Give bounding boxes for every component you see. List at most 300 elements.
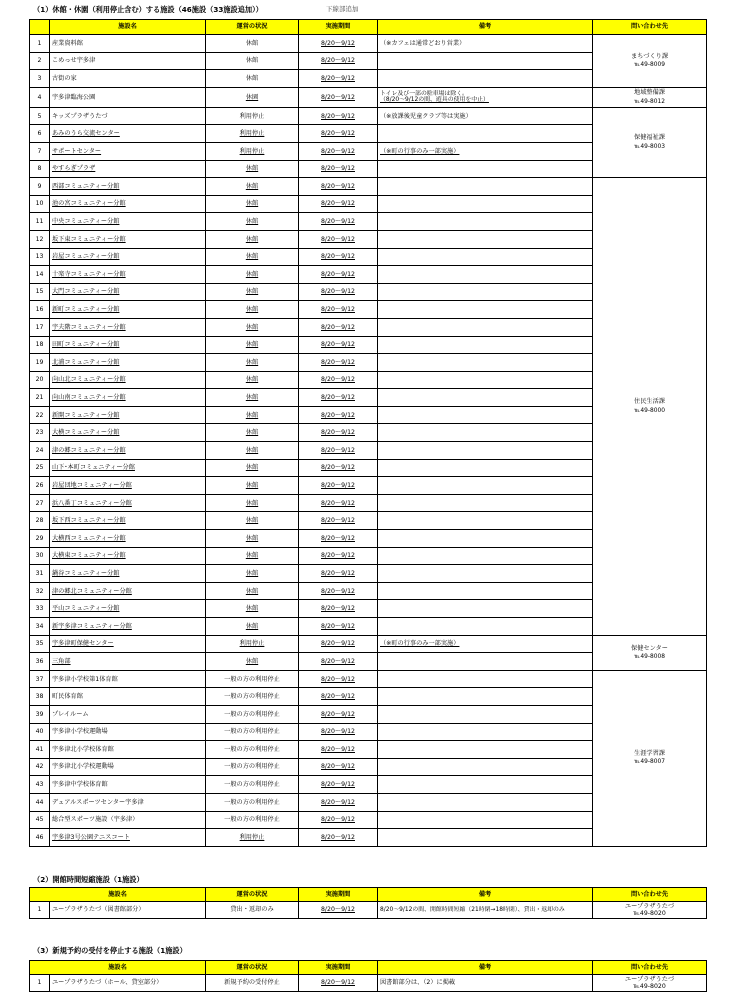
period-cell: 8/20～9/12 (299, 512, 378, 530)
facility-name: 産業資料館 (50, 35, 206, 53)
status-cell: 一般の方の利用停止 (206, 758, 299, 776)
status-cell: 一般の方の利用停止 (206, 793, 299, 811)
facility-name: 三角部 (50, 653, 206, 671)
header-status: 運営の状況 (206, 961, 299, 975)
period-cell: 8/20～9/12 (299, 670, 378, 688)
row-number: 41 (30, 741, 50, 759)
status-cell: 新規予約の受付停止 (206, 975, 299, 992)
remarks-cell (378, 160, 593, 178)
status-cell: 休館 (206, 195, 299, 213)
contact-name: まちづくり課 (630, 52, 669, 60)
row-number: 24 (30, 442, 50, 460)
period-cell: 8/20～9/12 (299, 125, 378, 143)
status-cell: 一般の方の利用停止 (206, 670, 299, 688)
remarks-cell (378, 530, 593, 548)
status-cell: 休館 (206, 618, 299, 636)
period-cell: 8/20～9/12 (299, 494, 378, 512)
header-status: 運営の状況 (206, 888, 299, 902)
shortened-hours-table (29, 887, 707, 919)
period-cell: 8/20～9/12 (299, 975, 378, 992)
status-cell: 休館 (206, 512, 299, 530)
period-cell: 8/20～9/12 (299, 406, 378, 424)
period-cell: 8/20～9/12 (299, 459, 378, 477)
row-number: 2 (30, 52, 50, 70)
header-remarks: 備考 (378, 20, 593, 35)
remarks-cell (378, 565, 593, 583)
contact-name: 保健センター (631, 644, 668, 652)
table-row (30, 87, 707, 107)
row-number: 37 (30, 670, 50, 688)
remarks-cell (378, 354, 593, 372)
facility-name: 池の宮コミュニティー分館 (50, 195, 206, 213)
remarks-cell: （※カフェは通常どおり営業） (378, 35, 593, 53)
status-cell: 休館 (206, 160, 299, 178)
period-cell: 8/20～9/12 (299, 600, 378, 618)
remarks-cell: （※町の行事のみ一部実施） (378, 635, 593, 653)
facility-name: ユープラザうたづ（図書館部分） (50, 902, 206, 919)
facility-name: キッズプラザうたづ (50, 107, 206, 125)
header-contact: 問い合わせ先 (593, 20, 707, 35)
row-number: 1 (30, 975, 50, 992)
contact-tel: ℡49-8007 (634, 759, 665, 766)
period-cell: 8/20～9/12 (299, 811, 378, 829)
period-cell: 8/20～9/12 (299, 87, 378, 107)
remarks-cell (378, 389, 593, 407)
row-number: 18 (30, 336, 50, 354)
period-cell: 8/20～9/12 (299, 618, 378, 636)
facility-name: 向山北コミュニティー分館 (50, 371, 206, 389)
contact-tel: ℡49-8008 (634, 653, 665, 660)
contact-tel: ℡49-8020 (633, 983, 666, 990)
header-contact: 問い合わせ先 (593, 961, 707, 975)
contact-name: 保健福祉課 (634, 134, 665, 142)
status-cell: 休館 (206, 301, 299, 319)
facility-name: 新宇多津コミュニティー分館 (50, 618, 206, 636)
status-cell: 利用停止 (206, 142, 299, 160)
period-cell: 8/20～9/12 (299, 741, 378, 759)
header-facility-name: 施設名 (30, 961, 206, 975)
status-cell: 休館 (206, 336, 299, 354)
facility-name: 中央コミュニティー分館 (50, 213, 206, 231)
period-cell: 8/20～9/12 (299, 442, 378, 460)
period-cell: 8/20～9/12 (299, 776, 378, 794)
remarks-cell: 8/20～9/12の間、開館時間短縮（21時閉→18時閉）、貸出・返却のみ (378, 902, 593, 919)
facility-name: 北浦コミュニティー分館 (50, 354, 206, 372)
period-cell: 8/20～9/12 (299, 705, 378, 723)
status-cell: 休館 (206, 530, 299, 548)
status-cell: 休館 (206, 406, 299, 424)
status-cell: 休園 (206, 87, 299, 107)
contact-tel: ℡49-8012 (634, 98, 665, 105)
row-number: 22 (30, 406, 50, 424)
remarks-cell (378, 618, 593, 636)
remarks-cell (378, 758, 593, 776)
status-cell: 一般の方の利用停止 (206, 741, 299, 759)
row-number: 36 (30, 653, 50, 671)
facility-closure-table (29, 19, 707, 847)
remarks-cell (378, 424, 593, 442)
status-cell: 一般の方の利用停止 (206, 705, 299, 723)
period-cell: 8/20～9/12 (299, 424, 378, 442)
remarks-cell (378, 829, 593, 847)
status-cell: 休館 (206, 389, 299, 407)
table-row (30, 35, 707, 53)
remarks-cell (378, 477, 593, 495)
status-cell: 休館 (206, 213, 299, 231)
remarks-cell (378, 776, 593, 794)
facility-name: 宇多津中学校体育館 (50, 776, 206, 794)
facility-name: 津の郷コミュニティー分館 (50, 442, 206, 460)
row-number: 38 (30, 688, 50, 706)
period-cell: 8/20～9/12 (299, 213, 378, 231)
facility-name: 岩屋団地コミュニティー分館 (50, 477, 206, 495)
row-number: 23 (30, 424, 50, 442)
row-number: 12 (30, 230, 50, 248)
remarks-cell (378, 125, 593, 143)
status-cell: 一般の方の利用停止 (206, 776, 299, 794)
facility-name: 宇多津北小学校体育館 (50, 741, 206, 759)
period-cell: 8/20～9/12 (299, 565, 378, 583)
contact-tel: ℡49-8020 (633, 910, 666, 917)
row-number: 17 (30, 318, 50, 336)
period-cell: 8/20～9/12 (299, 142, 378, 160)
period-cell: 8/20～9/12 (299, 178, 378, 196)
row-number: 30 (30, 547, 50, 565)
row-number: 34 (30, 618, 50, 636)
row-number: 9 (30, 178, 50, 196)
facility-name: 十楽寺コミュニティー分館 (50, 266, 206, 284)
remarks-cell (378, 793, 593, 811)
period-cell: 8/20～9/12 (299, 70, 378, 88)
remarks-cell (378, 87, 593, 107)
row-number: 27 (30, 494, 50, 512)
facility-name: 坂下東コミュニティー分館 (50, 230, 206, 248)
status-cell: 休館 (206, 424, 299, 442)
remarks-cell (378, 723, 593, 741)
status-cell: 利用停止 (206, 107, 299, 125)
period-cell: 8/20～9/12 (299, 318, 378, 336)
contact-tel: ℡49-8003 (634, 143, 665, 150)
contact-tel: ℡49-8000 (634, 407, 665, 414)
facility-name: あみのうら交流センター (50, 125, 206, 143)
row-number: 26 (30, 477, 50, 495)
row-number: 39 (30, 705, 50, 723)
period-cell: 8/20～9/12 (299, 35, 378, 53)
header-period: 実施期間 (299, 961, 378, 975)
facility-name: やすらぎプラザ (50, 160, 206, 178)
period-cell: 8/20～9/12 (299, 477, 378, 495)
status-cell: 利用停止 (206, 125, 299, 143)
status-cell: 休館 (206, 600, 299, 618)
remarks-cell (378, 213, 593, 231)
row-number: 42 (30, 758, 50, 776)
period-cell: 8/20～9/12 (299, 107, 378, 125)
status-cell: 休館 (206, 354, 299, 372)
period-cell: 8/20～9/12 (299, 283, 378, 301)
remarks-cell (378, 318, 593, 336)
table-row (30, 902, 707, 919)
status-cell: 利用停止 (206, 635, 299, 653)
remarks-cell (378, 195, 593, 213)
header-remarks: 備考 (378, 961, 593, 975)
row-number: 1 (30, 35, 50, 53)
remarks-line: （8/20～9/12の間、遊具の使用を中止） (380, 97, 489, 104)
period-cell: 8/20～9/12 (299, 301, 378, 319)
section1-title: （1）休館・休園（利用停止含む）する施設（46施設（33施設追加）） (33, 5, 263, 14)
status-cell: 貸出・返却のみ (206, 902, 299, 919)
status-cell: 休館 (206, 266, 299, 284)
row-number: 43 (30, 776, 50, 794)
remarks-cell (378, 248, 593, 266)
header-facility-name: 施設名 (30, 888, 206, 902)
table-header-row (30, 961, 707, 975)
facility-name: 宇多津3号公園テニスコート (50, 829, 206, 847)
period-cell: 8/20～9/12 (299, 547, 378, 565)
remarks-cell (378, 301, 593, 319)
remarks-cell (378, 336, 593, 354)
status-cell: 一般の方の利用停止 (206, 688, 299, 706)
row-number: 1 (30, 902, 50, 919)
status-cell: 一般の方の利用停止 (206, 723, 299, 741)
section2-title: （2）開館時間短縮施設（1施設） (33, 875, 144, 884)
remarks-cell (378, 178, 593, 196)
contact-cell (593, 87, 707, 107)
row-number: 10 (30, 195, 50, 213)
facility-name: 宇多津小学校運動場 (50, 723, 206, 741)
row-number: 29 (30, 530, 50, 548)
facility-name: 大横コミュニティー分館 (50, 424, 206, 442)
row-number: 5 (30, 107, 50, 125)
facility-name: こめっせ宇多津 (50, 52, 206, 70)
status-cell: 休館 (206, 35, 299, 53)
status-cell: 休館 (206, 494, 299, 512)
header-contact: 問い合わせ先 (593, 888, 707, 902)
row-number: 45 (30, 811, 50, 829)
facility-name: 古街の家 (50, 70, 206, 88)
remarks-cell: （※放課後児童クラブ等は実施） (378, 107, 593, 125)
contact-name: 地域整備課 (634, 89, 665, 97)
contact-cell (593, 902, 707, 919)
row-number: 46 (30, 829, 50, 847)
facility-name: 山下･本町コミュニティー分館 (50, 459, 206, 477)
period-cell: 8/20～9/12 (299, 829, 378, 847)
row-number: 44 (30, 793, 50, 811)
row-number: 11 (30, 213, 50, 231)
period-cell: 8/20～9/12 (299, 653, 378, 671)
contact-cell (593, 635, 707, 670)
status-cell: 休館 (206, 70, 299, 88)
row-number: 31 (30, 565, 50, 583)
facility-name: 新町コミュニティー分館 (50, 301, 206, 319)
remarks-cell (378, 811, 593, 829)
period-cell: 8/20～9/12 (299, 902, 378, 919)
status-cell: 休館 (206, 442, 299, 460)
header-facility-name: 施設名 (50, 20, 206, 35)
facility-name: 平山コミュニティー分館 (50, 600, 206, 618)
row-number: 3 (30, 70, 50, 88)
row-number: 25 (30, 459, 50, 477)
row-number: 33 (30, 600, 50, 618)
contact-cell (593, 107, 707, 177)
remarks-cell (378, 653, 593, 671)
facility-name: ユープラザうたづ（ホール、貸室部分） (50, 975, 206, 992)
remarks-cell (378, 283, 593, 301)
contact-tel: ℡49-8009 (634, 62, 665, 69)
period-cell: 8/20～9/12 (299, 389, 378, 407)
facility-name: 宇多津町保健センター (50, 635, 206, 653)
remarks-cell (378, 442, 593, 460)
row-number: 14 (30, 266, 50, 284)
table-row (30, 975, 707, 992)
remarks-cell (378, 406, 593, 424)
remarks-cell (378, 70, 593, 88)
period-cell: 8/20～9/12 (299, 195, 378, 213)
header-period: 実施期間 (299, 20, 378, 35)
table-row (30, 178, 707, 196)
status-cell: 休館 (206, 582, 299, 600)
remarks-cell (378, 705, 593, 723)
remarks-cell (378, 230, 593, 248)
header-status: 運営の状況 (206, 20, 299, 35)
remarks-cell (378, 688, 593, 706)
period-cell: 8/20～9/12 (299, 266, 378, 284)
facility-name: プレイルーム (50, 705, 206, 723)
facility-name: 田町コミュニティー分館 (50, 336, 206, 354)
contact-name: 住民生活課 (634, 398, 665, 406)
status-cell: 休館 (206, 248, 299, 266)
table-header-row (30, 20, 707, 35)
period-cell: 8/20～9/12 (299, 723, 378, 741)
contact-name: ユープラザうたづ (624, 902, 675, 910)
row-number: 15 (30, 283, 50, 301)
status-cell: 休館 (206, 52, 299, 70)
contact-cell (593, 975, 707, 992)
status-cell: 休館 (206, 318, 299, 336)
facility-name: 大門コミュニティー分館 (50, 283, 206, 301)
facility-name: 総合型スポーツ施設（宇多津） (50, 811, 206, 829)
table-row (30, 107, 707, 125)
status-cell: 休館 (206, 459, 299, 477)
period-cell: 8/20～9/12 (299, 582, 378, 600)
table-row (30, 635, 707, 653)
remarks-cell (378, 600, 593, 618)
remarks-cell (378, 266, 593, 284)
table-row (30, 670, 707, 688)
contact-cell (593, 178, 707, 635)
period-cell: 8/20～9/12 (299, 248, 378, 266)
remarks-cell (378, 52, 593, 70)
period-cell: 8/20～9/12 (299, 530, 378, 548)
remarks-cell: （※町の行事のみ一部実施） (378, 142, 593, 160)
status-cell: 休館 (206, 653, 299, 671)
remarks-cell (378, 547, 593, 565)
period-cell: 8/20～9/12 (299, 230, 378, 248)
header-no (30, 20, 50, 35)
row-number: 16 (30, 301, 50, 319)
facility-name: 坂下西コミュニティー分館 (50, 512, 206, 530)
remarks-cell (378, 512, 593, 530)
contact-name: ユープラザうたづ (624, 975, 675, 983)
row-number: 6 (30, 125, 50, 143)
row-number: 4 (30, 87, 50, 107)
row-number: 21 (30, 389, 50, 407)
remarks-cell (378, 459, 593, 477)
facility-name: 鍋谷コミュニティー分館 (50, 565, 206, 583)
facility-name: 浜八番丁コミュニティー分館 (50, 494, 206, 512)
facility-name: 岩屋コミュニティー分館 (50, 248, 206, 266)
facility-name: 大横西コミュニティー分館 (50, 530, 206, 548)
period-cell: 8/20～9/12 (299, 758, 378, 776)
remarks-cell (378, 670, 593, 688)
period-cell: 8/20～9/12 (299, 635, 378, 653)
status-cell: 休館 (206, 547, 299, 565)
status-cell: 休館 (206, 477, 299, 495)
reservation-stop-table (29, 960, 707, 992)
period-cell: 8/20～9/12 (299, 793, 378, 811)
underline-added-note: 下線部追加 (326, 5, 359, 13)
period-cell: 8/20～9/12 (299, 354, 378, 372)
period-cell: 8/20～9/12 (299, 371, 378, 389)
row-number: 28 (30, 512, 50, 530)
facility-name: 大横東コミュニティー分館 (50, 547, 206, 565)
header-period: 実施期間 (299, 888, 378, 902)
remarks-cell: 図書館部分は、（2）に掲載 (378, 975, 593, 992)
period-cell: 8/20～9/12 (299, 160, 378, 178)
facility-name: 新開コミュニティー分館 (50, 406, 206, 424)
row-number: 7 (30, 142, 50, 160)
status-cell: 休館 (206, 371, 299, 389)
table-header-row (30, 888, 707, 902)
facility-name: サポートセンター (50, 142, 206, 160)
remarks-cell (378, 371, 593, 389)
facility-name: 向山南コミュニティー分館 (50, 389, 206, 407)
facility-name: 宇多津臨海公園 (50, 87, 206, 107)
contact-cell (593, 35, 707, 88)
row-number: 19 (30, 354, 50, 372)
facility-name: 町民体育館 (50, 688, 206, 706)
status-cell: 休館 (206, 230, 299, 248)
row-number: 35 (30, 635, 50, 653)
period-cell: 8/20～9/12 (299, 52, 378, 70)
contact-name: 生涯学習課 (634, 750, 665, 758)
status-cell: 休館 (206, 565, 299, 583)
facility-name: 宇多津北小学校運動場 (50, 758, 206, 776)
status-cell: 一般の方の利用停止 (206, 811, 299, 829)
row-number: 40 (30, 723, 50, 741)
remarks-cell (378, 494, 593, 512)
row-number: 8 (30, 160, 50, 178)
facility-name: 津の郷北コミュニティー分館 (50, 582, 206, 600)
facility-name: 宇夫階コミュニティー分館 (50, 318, 206, 336)
row-number: 20 (30, 371, 50, 389)
contact-cell (593, 670, 707, 846)
remarks-cell (378, 741, 593, 759)
remarks-line: トイレ及び一部の駐車場は除く。 (380, 90, 468, 97)
status-cell: 利用停止 (206, 829, 299, 847)
period-cell: 8/20～9/12 (299, 688, 378, 706)
section3-title: （3）新規予約の受付を停止する施設（1施設） (33, 946, 187, 955)
period-cell: 8/20～9/12 (299, 336, 378, 354)
facility-name: 西部コミュニティー分館 (50, 178, 206, 196)
status-cell: 休館 (206, 283, 299, 301)
facility-name: デュアルスポーツセンター宇多津 (50, 793, 206, 811)
status-cell: 休館 (206, 178, 299, 196)
row-number: 13 (30, 248, 50, 266)
row-number: 32 (30, 582, 50, 600)
remarks-cell (378, 582, 593, 600)
header-remarks: 備考 (378, 888, 593, 902)
facility-name: 宇多津小学校第1体育館 (50, 670, 206, 688)
